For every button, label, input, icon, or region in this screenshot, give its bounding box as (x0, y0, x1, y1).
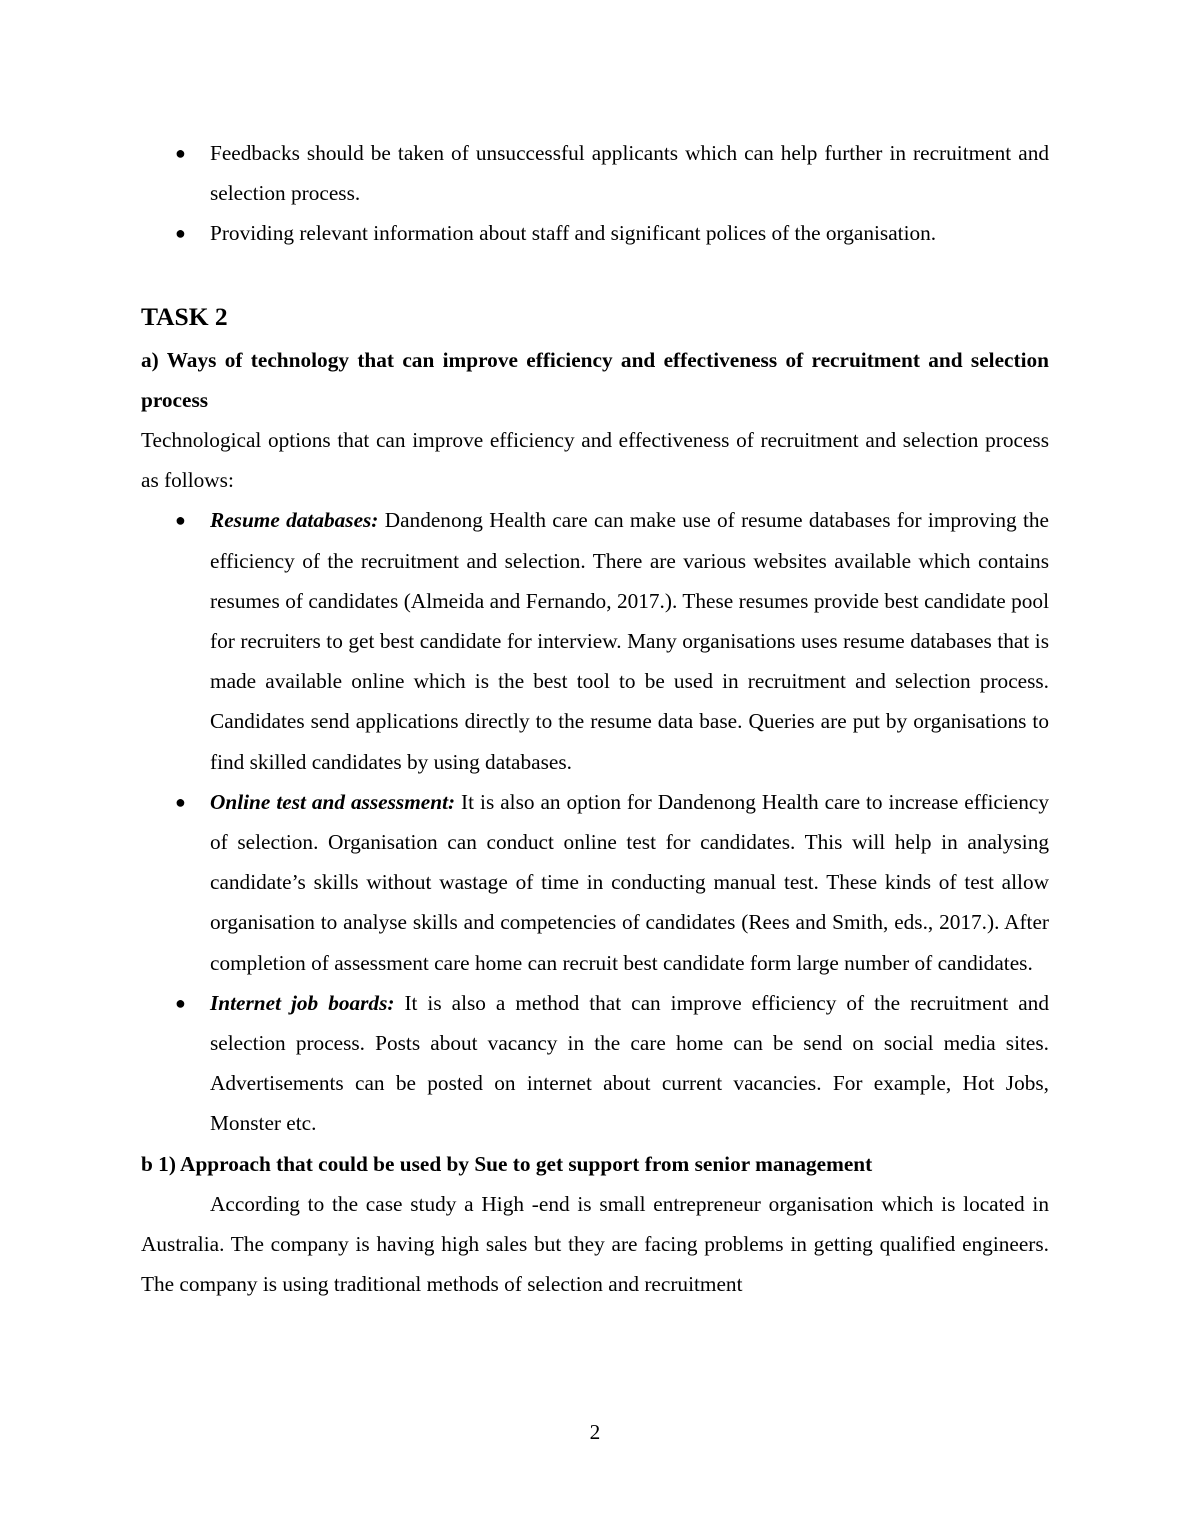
bullet-icon: ● (175, 223, 186, 244)
list-item-text: Providing relevant information about staff and significant polices of the organisation. (210, 221, 937, 246)
bullet-icon: ● (175, 992, 186, 1013)
bullet-icon: ● (175, 510, 186, 531)
item-lead: Resume databases: (210, 508, 379, 533)
section-b1-heading: b 1) Approach that could be used by Sue to get support from senior management (141, 1151, 873, 1176)
page-number: 2 (589, 1420, 601, 1444)
technology-options-list (141, 500, 1049, 1143)
item-lead: Internet job boards: (210, 990, 395, 1015)
section-a-intro: Technological options that can improve efficiency and effectiveness of recruitment and selection process as follows: (141, 428, 1049, 493)
list-item (141, 983, 1049, 1144)
page-content (141, 133, 1049, 1304)
list-item-text: Feedbacks should be taken of unsuccessful applicants which can help further in recruitment and selection process. (210, 141, 1049, 206)
task-heading: TASK 2 (141, 301, 228, 331)
item-lead: Online test and assessment: (210, 789, 456, 814)
top-bullet-list (141, 133, 1049, 254)
section-b1-paragraph: According to the case study a High -end is small entrepreneur organisation which is located in Australia. The company is having high sales but they are facing problems in getting qualified engineers. The company is using traditional methods of selection and recruitment (141, 1191, 1049, 1297)
bullet-icon: ● (175, 143, 186, 163)
spacer (141, 254, 1049, 294)
item-text: Dandenong Health care can make use of resume databases for improving the efficiency of the recruitment and selection. There are various websites available which contains resumes of candidates (Almeida and Fernando, 2017.). These resumes provide best candidate pool for recruiters to get best candidate for interview. Many organisations uses resume databases that is made available online which is the best tool to be used in recruitment and selection process. Candidates send applications directly to the resume data base. Queries are put by organisations to find skilled candidates by using databases. (210, 508, 1049, 774)
bullet-icon: ● (175, 791, 186, 812)
list-item (141, 500, 1049, 781)
list-item (141, 133, 1049, 213)
list-item (141, 782, 1049, 983)
item-text: It is also an option for Dandenong Health care to increase efficiency of selection. Organisation can conduct online test for candidates. This will help in analysing candidate’s skills without wastage of time in conducting manual test. These kinds of test allow organisation to analyse skills and competencies of candidates (Rees and Smith, eds., 2017.). After completion of assessment care home can recruit best candidate form large number of candidates. (210, 789, 1049, 975)
item-text: It is also a method that can improve efficiency of the recruitment and selection process. Posts about vacancy in the care home can be send on social media sites. Advertisements can be posted on internet about current vacancies. For example, Hot Jobs, Monster etc. (210, 990, 1049, 1136)
list-item (141, 213, 1049, 253)
section-a-heading: a) Ways of technology that can improve efficiency and effectiveness of recruitment and selection process (141, 347, 1049, 412)
